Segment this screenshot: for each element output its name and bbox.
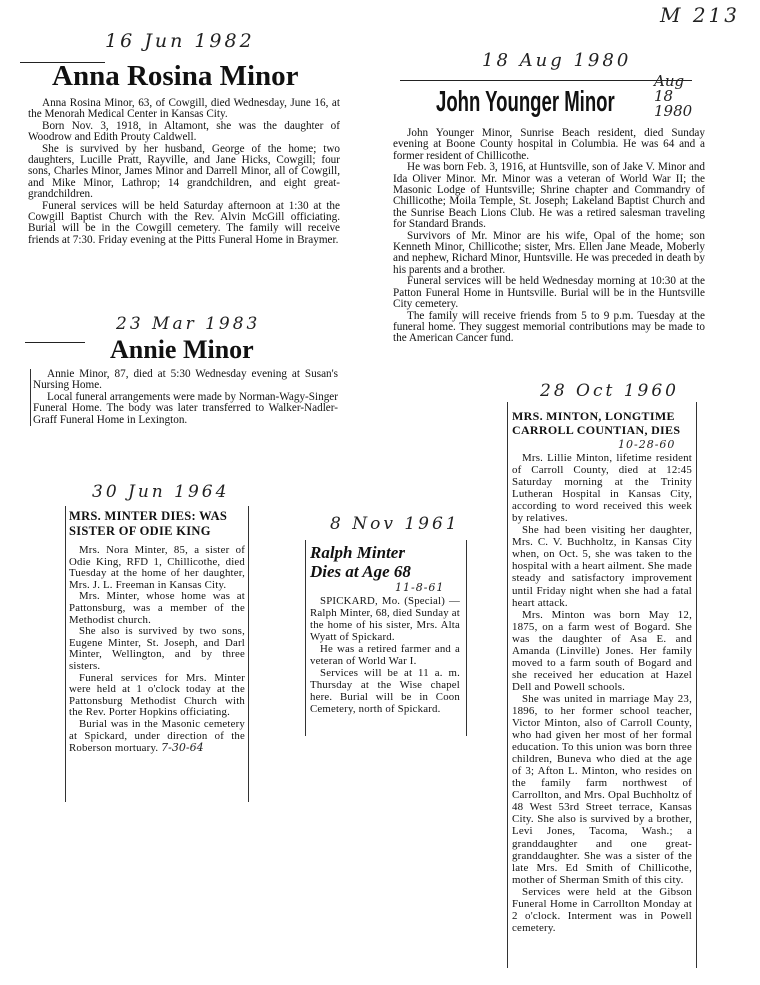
clipping-date: 16 Jun 1982 xyxy=(105,30,255,52)
paragraph: Mrs. Minter, whose home was at Pattonsburg, was a member of the Methodist church. xyxy=(69,590,245,626)
margin-note: 10-28-60 xyxy=(618,438,676,451)
divider xyxy=(25,342,85,343)
obituary-body xyxy=(310,595,460,715)
clipping-date: 8 Nov 1961 xyxy=(330,514,460,534)
obituary-body xyxy=(512,452,692,934)
obituary-body xyxy=(69,545,245,755)
paragraph: He was born Feb. 3, 1916, at Huntsville, son of Jake V. Minor and Ida Oliver Minor. Mr. Minor was a veteran of World War II; the Masonic Lodge of Huntsville; Shrine chapter and Commandry of Chillicothe; Moila Temple, St. Joseph; Lakeland Baptist Church and the Sunrise Beach Lions Club. He was a retired salesman traveling for Standard Brands. xyxy=(393,161,705,231)
paragraph: John Younger Minor, Sunrise Beach resident, died Sunday evening at Boone County hospital in Columbia. He was 64 and a former resident of Chillicothe. xyxy=(393,127,705,162)
paragraph: Anna Rosina Minor, 63, of Cowgill, died Wednesday, June 16, at the Menorah Medical Center in Kansas City. xyxy=(28,97,340,121)
page-reference-note: M 213 xyxy=(660,3,741,27)
obituary-headline: MRS. MINTER DIES: WAS SISTER OF ODIE KING xyxy=(69,509,228,538)
paragraph: Survivors of Mr. Minor are his wife, Opal of the home; son Kenneth Minor, Chillicothe; sister, Mrs. Ellen Jane Meade, Moberly and nephew, Richard Minor, Huntsville. He was preceded in death by his parents and a brother. xyxy=(393,229,705,276)
margin-note: Aug 18 1980 xyxy=(654,72,693,120)
obituary-title: John Younger Minor xyxy=(436,86,615,118)
paragraph: Annie Minor, 87, died at 5:30 Wednesday evening at Susan's Nursing Home. xyxy=(33,368,338,392)
paragraph: Funeral services for Mrs. Minter were held at 1 o'clock today at the Pattonsburg Methodist Church with the Rev. Porter Hopkins officiating. xyxy=(69,671,245,719)
paragraph xyxy=(69,719,245,755)
paragraph: SPICKARD, Mo. (Special) — Ralph Minter, 68, died Sunday at the home of his sister, Mrs. Alta Wyatt of Spickard. xyxy=(310,595,460,643)
obituary-body xyxy=(393,128,705,345)
clipping-date: 23 Mar 1983 xyxy=(116,314,261,334)
clipping-date: 28 Oct 1960 xyxy=(540,381,679,401)
paragraph: She had been visiting her daughter, Mrs. C. V. Buchholtz, in Kansas City when, on Oct. 5, she was taken to the hospital with a heart ailment. She made steady and satisfactory improvement until Friday night when she had a fatal heart attack. xyxy=(512,524,692,609)
clipping-date: 18 Aug 1980 xyxy=(482,50,632,71)
headline-line: Ralph Minter xyxy=(310,543,405,562)
paragraph: He was a retired farmer and a veteran of World War I. xyxy=(310,643,460,667)
paragraph: Services were held at the Gibson Funeral Home in Carrollton Monday at 2 o'clock. Interment was in Powell cemetery. xyxy=(512,885,692,934)
paragraph: Mrs. Nora Minter, 85, a sister of Odie King, RFD 1, Chillicothe, died Tuesday at the home of her daughter, Mrs. J. L. Freeman in Kansas City. xyxy=(69,544,245,591)
paragraph: Born Nov. 3, 1918, in Altamont, she was the daughter of Woodrow and Edith Prouty Caldwell. xyxy=(28,119,340,144)
paragraph: She also is survived by two sons, Eugene Minter, St. Joseph, and Darl Minter, Wellington, and by three sisters. xyxy=(69,625,245,672)
clipping-date: 30 Jun 1964 xyxy=(92,482,230,502)
margin-note: 11-8-61 xyxy=(395,581,445,594)
paragraph: Mrs. Lillie Minton, lifetime resident of Carroll County, died at 12:45 Saturday morning at the Trinity Lutheran Hospital in Kansas City, according to word received this week by relatives. xyxy=(512,452,692,525)
paragraph: Mrs. Minton was born May 12, 1875, on a farm west of Bogard. She was the daughter of Asa E. and Amanda (Linville) Jones. Her family moved to a farm south of Bogard and she received her education at Hazel Dell and Powell schools. xyxy=(512,608,692,693)
paragraph: Funeral services will be held Wednesday morning at 10:30 at the Patton Funeral Home in Huntsville. Burial will be in the Huntsville City cemetery. xyxy=(393,275,705,311)
paragraph: She was united in marriage May 23, 1896, to her former school teacher, Victor Minton, also of Carroll County, who had given her most of her formal education. To this union was born three children, Buneva who died at the age of 3; Afton L. Minton, who resides on the family farm northwest of Carrollton, and Mrs. Opal Buchholtz of 48 West 53rd Street terrace, Kansas City. She also is survived by a brother, Levi Jones, Tacoma, Wash.; a granddaughter and one great-granddaughter. She was a sister of the late Mrs. Ed Smith of Chillicothe, mother of Sherman Smith of this city. xyxy=(512,692,692,886)
paragraph: Local funeral arrangements were made by Norman-Wagy-Singer Funeral Home. The body was later transferred to Walker-Nadler-Graff Funeral Home in Lexington. xyxy=(33,390,338,426)
obituary-title: Annie Minor xyxy=(110,335,254,364)
obituary-body xyxy=(30,369,338,426)
obituary-title: Anna Rosina Minor xyxy=(52,60,299,92)
obituary-headline: MRS. MINTON, LONGTIME CARROLL COUNTIAN, DIES xyxy=(512,409,681,437)
paragraph: Services will be at 11 a. m. Thursday at the Wise chapel here. Burial will be in Coon Cemetery, north of Spickard. xyxy=(310,667,460,715)
divider xyxy=(400,80,692,81)
headline-line: Dies at Age 68 xyxy=(310,562,411,581)
paragraph: The family will receive friends from 5 to 9 p.m. Tuesday at the funeral home. They suggest memorial contributions may be made to the American Cancer fund. xyxy=(393,309,705,345)
obituary-headline xyxy=(310,543,411,581)
paragraph-text: Burial was in the Masonic cemetery at Spickard, under direction of the Roberson mortuary. xyxy=(69,717,245,755)
obituary-body xyxy=(28,98,340,246)
paragraph: She is survived by her husband, George of the home; two daughters, Lucille Pratt, Rayville, and Jane Hicks, Cowgill; four sons, Charles Minor, James Minor and Darrell Minor, all of Cowgill, and Mike Minor, Lathrop; 14 grandchildren, and eight great-grandchildren. xyxy=(28,142,340,201)
paragraph: Funeral services will be held Saturday afternoon at 1:30 at the Cowgill Baptist Church with the Rev. Alvin McGill officiating. Burial will be in the Cowgill cemetery. The family will receive friends at 7:30. Friday evening at the Pitts Funeral Home in Braymer. xyxy=(28,199,340,246)
end-note: 7-30-64 xyxy=(161,741,204,755)
